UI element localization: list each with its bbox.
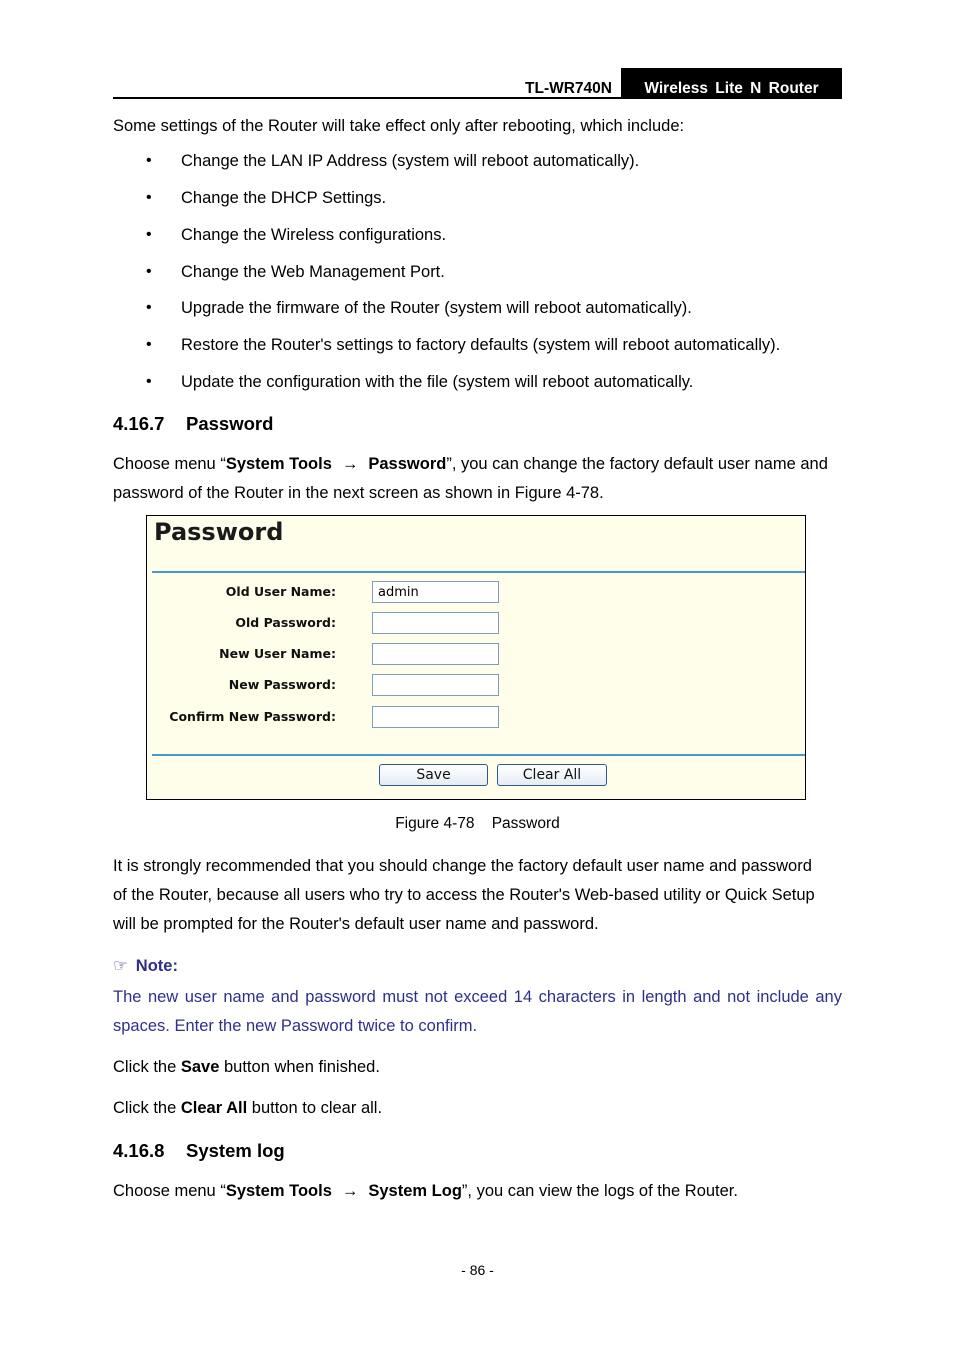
section-number: 4.16.7: [113, 413, 165, 434]
bullet-marker: •: [146, 152, 152, 169]
bullet-marker: •: [146, 336, 152, 353]
section-heading-password: [113, 413, 273, 435]
text-run: button when finished.: [219, 1058, 380, 1076]
section-title: Password: [186, 413, 274, 434]
old-user-name-input[interactable]: admin: [372, 581, 499, 603]
new-password-label: New Password:: [228, 677, 336, 692]
menu-name: System Tools: [225, 455, 332, 473]
click-clear-text: [113, 1094, 842, 1123]
bullet-item: Change the LAN IP Address (system will reboot automatically).: [181, 152, 640, 170]
menu-name: Password: [368, 455, 447, 473]
header-model: TL-WR740N: [525, 80, 612, 97]
header-rule: [113, 97, 842, 99]
panel-bottom-rule: [152, 754, 805, 756]
arrow-icon: →: [341, 455, 359, 473]
text-run: Click the: [113, 1099, 181, 1117]
intro-text: Some settings of the Router will take effect only after rebooting, which include:: [113, 117, 685, 135]
bullet-marker: •: [146, 226, 152, 243]
header-product: Wireless Lite N Router: [621, 68, 842, 99]
bullet-item: Change the DHCP Settings.: [181, 189, 387, 207]
old-password-input[interactable]: [372, 612, 499, 634]
text-run: button to clear all.: [247, 1099, 383, 1117]
section2-paragraph: [113, 1177, 842, 1206]
bullet-item: Upgrade the firmware of the Router (system will reboot automatically).: [181, 299, 692, 317]
note-heading: [113, 956, 178, 976]
old-user-name-label: Old User Name:: [225, 584, 336, 599]
click-save-text: [113, 1053, 842, 1082]
section1-paragraph-line2: password of the Router in the next screen as shown in Figure 4-78.: [113, 484, 604, 502]
bullet-item: Restore the Router's settings to factory defaults (system will reboot automatically).: [181, 336, 781, 354]
bullet-item: Update the configuration with the file (system will reboot automatically.: [181, 373, 694, 391]
clear-all-button[interactable]: Clear All: [497, 764, 607, 786]
section-heading-system-log: [113, 1140, 285, 1162]
new-user-name-input[interactable]: [372, 643, 499, 665]
bullet-item: Change the Wireless configurations.: [181, 226, 447, 244]
text-run: ”, you can view the logs of the Router.: [461, 1182, 738, 1200]
confirm-password-label: Confirm New Password:: [169, 709, 336, 724]
section1-paragraph: [113, 450, 842, 479]
section-title: System log: [186, 1140, 285, 1161]
bullet-marker: •: [146, 299, 152, 316]
button-name: Save: [180, 1058, 220, 1076]
text-run: Choose menu “: [113, 455, 226, 473]
note-text: The new user name and password must not exceed 14 characters in length and not include any spaces. Enter the new Password twice to confirm.: [113, 988, 842, 1035]
old-password-label: Old Password:: [235, 615, 336, 630]
pointing-hand-icon: ☞: [113, 957, 128, 975]
figure-caption: Figure 4-78 Password: [395, 815, 560, 832]
page-number: - 86 -: [461, 1262, 494, 1278]
new-password-input[interactable]: [372, 674, 499, 696]
text-run: Choose menu “: [113, 1182, 226, 1200]
bullet-marker: •: [146, 263, 152, 280]
section-number: 4.16.8: [113, 1140, 165, 1161]
button-name: Clear All: [180, 1099, 248, 1117]
recommend-line: of the Router, because all users who try to access the Router's Web-based utility or Quick Setup: [113, 886, 815, 904]
panel-title: Password: [154, 518, 284, 546]
note-label: Note:: [135, 957, 178, 975]
confirm-password-input[interactable]: [372, 706, 499, 728]
menu-name: System Log: [368, 1182, 462, 1200]
bullet-item: Change the Web Management Port.: [181, 263, 445, 281]
text-run: ”, you can change the factory default user name and: [446, 455, 828, 473]
bullet-marker: •: [146, 373, 152, 390]
text-run: Click the: [113, 1058, 181, 1076]
save-button[interactable]: Save: [379, 764, 488, 786]
menu-name: System Tools: [225, 1182, 332, 1200]
recommend-line: It is strongly recommended that you should change the factory default user name and password: [113, 857, 812, 875]
arrow-icon: →: [341, 1182, 359, 1200]
bullet-marker: •: [146, 189, 152, 206]
panel-top-rule: [152, 571, 805, 573]
recommend-line: will be prompted for the Router's default user name and password.: [113, 915, 599, 933]
new-user-name-label: New User Name:: [219, 646, 336, 661]
